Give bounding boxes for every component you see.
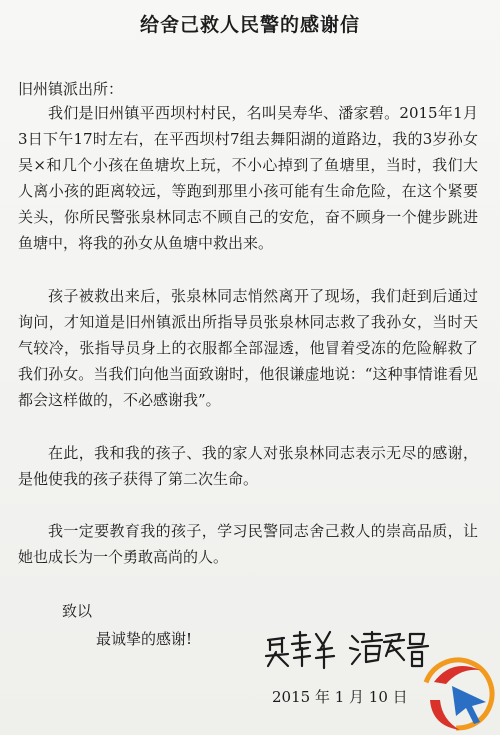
closing-greeting: 致以 [62, 602, 93, 620]
letter-paragraph: 孩子被救出来后，张泉林同志悄然离开了现场，我们赶到后通过询问，才知道是旧州镇派出所指导员张泉林同志救了我孙女，当时天气较冷，张指导员身上的衣服都全部湿透，他冒着受冻的危险解救了我们孙女。当我们向他当面致谢时，他很谦虚地说：“这种事情谁看见都会这样做的，不必感谢我”。 [18, 287, 478, 409]
handwritten-signature [262, 626, 432, 672]
letter-paragraph: 在此，我和我的孩子、我的家人对张泉林同志表示无尽的感谢，是他使我的孩子获得了第二次生命。 [18, 444, 478, 488]
salutation: 旧州镇派出所： [18, 80, 124, 98]
letter-paragraph: 我们是旧州镇平西坝村村民，名叫吴寿华、潘家碧。2015年1月3日下午17时左右，在平西坝村7组去舞阳湖的道路边，我的3岁孙女吴×和几个小孩在鱼塘坎上玩，不小心掉到了鱼塘里，当时，我们大人离小孩的距离较远，等跑到那里小孩可能有生命危险，在这个紧要关头，你所民警张泉林同志不顾自己的安危，奋不顾身一个健步跳进鱼塘中，将我的孙女从鱼塘中救出来。 [18, 104, 478, 252]
watermark-logo-icon [416, 650, 500, 735]
letter-date: 2015 年 1 月 10 日 [272, 688, 408, 706]
letter-paragraph: 我一定要教育我的孩子，学习民警同志舍己救人的崇高品质，让她也成长为一个勇敢高尚的人。 [18, 522, 478, 566]
letter-title: 给舍己救人民警的感谢信 [139, 14, 360, 36]
closing-thanks: 最诚挚的感谢! [96, 630, 193, 648]
